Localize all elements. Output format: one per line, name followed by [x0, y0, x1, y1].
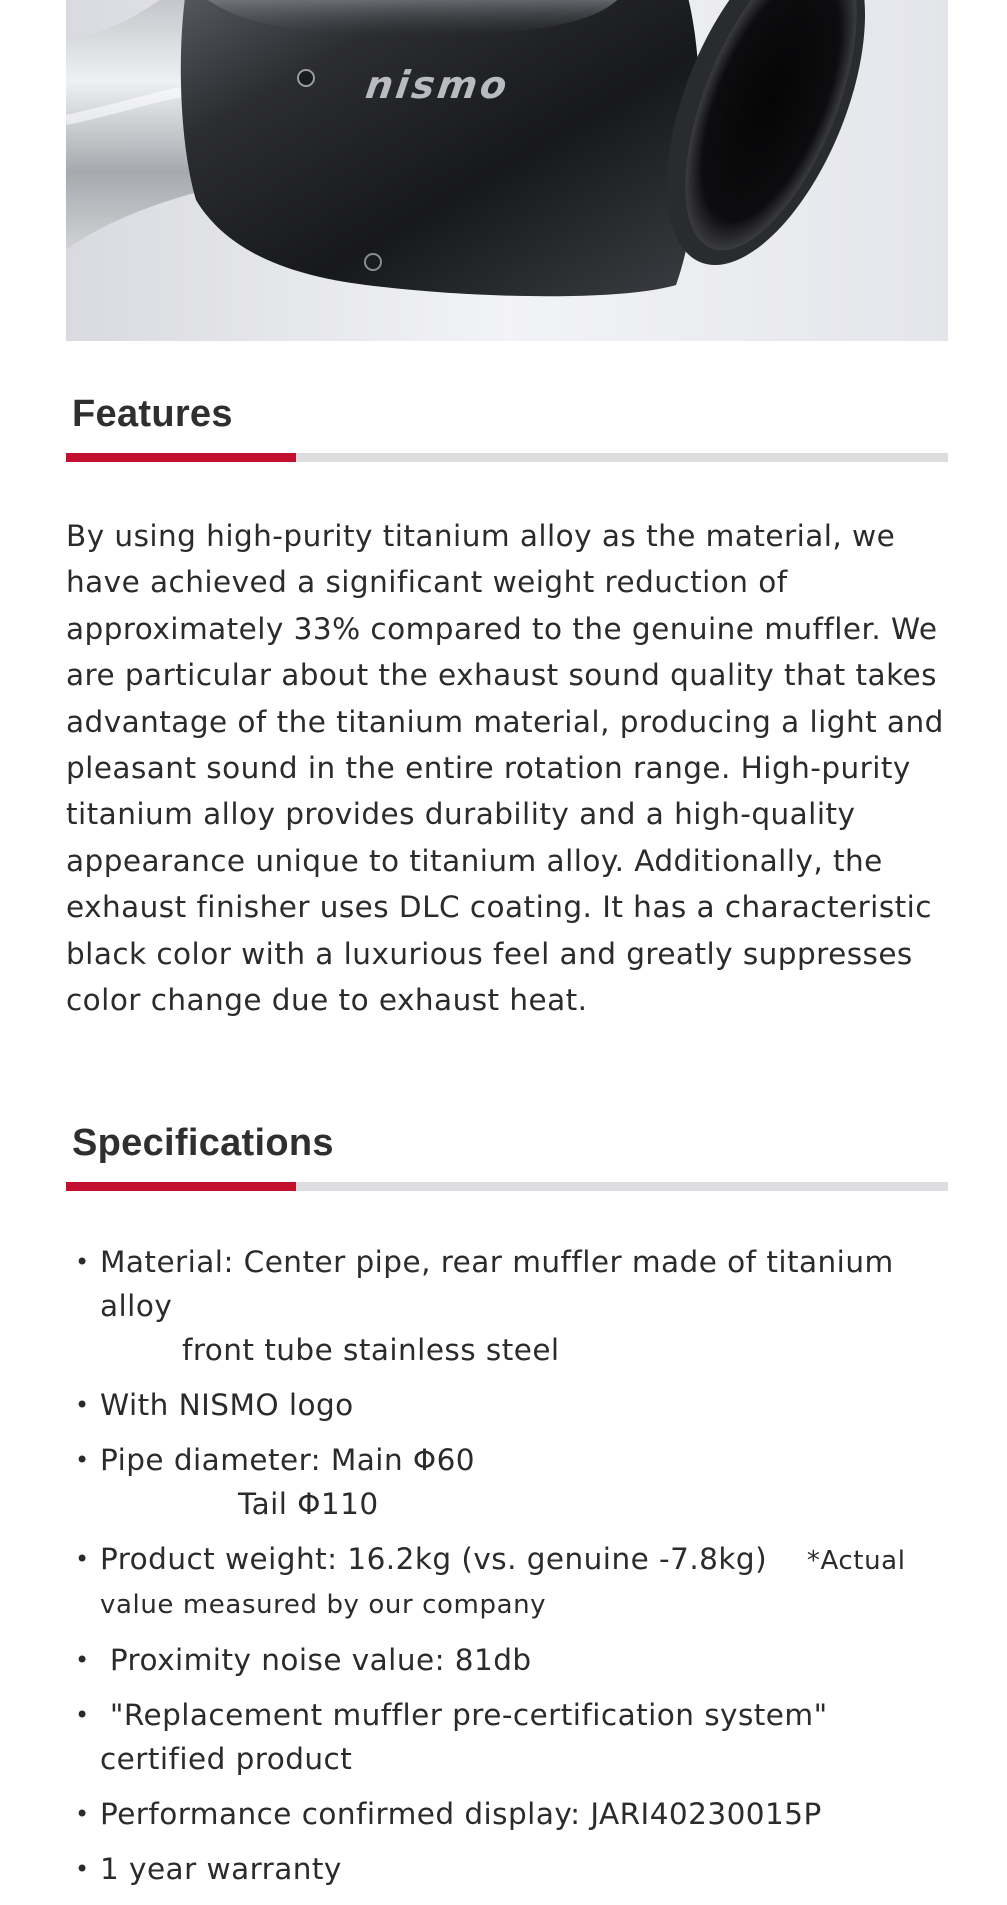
features-title: Features [72, 393, 233, 435]
spec-material-line2: front tube stainless steel [182, 1333, 560, 1367]
spec-logo [66, 1383, 948, 1427]
spec-warranty [66, 1847, 948, 1891]
spec-pipe-line1: Pipe diameter: Main Φ60 [100, 1443, 476, 1477]
spec-pipe-diameter [66, 1438, 948, 1526]
bullet-icon: • [75, 1446, 90, 1474]
spec-noise [66, 1638, 948, 1682]
specifications-list [66, 1240, 948, 1902]
bullet-icon: • [75, 1800, 90, 1828]
heading-accent-bar [66, 453, 296, 462]
spec-material [66, 1240, 948, 1372]
features-heading [66, 392, 948, 462]
specifications-title: Specifications [72, 1122, 334, 1164]
bullet-icon: • [75, 1646, 90, 1674]
spec-noise-text: Proximity noise value: 81db [100, 1643, 532, 1677]
spec-weight-note-line: value measured by our company [100, 1590, 547, 1620]
bullet-icon: • [75, 1545, 90, 1573]
heading-accent-bar [66, 1182, 296, 1191]
bullet-icon: • [75, 1248, 90, 1276]
spec-weight-text: Product weight: 16.2kg (vs. genuine -7.8kg) [100, 1542, 768, 1576]
nismo-logo: nismo [362, 64, 513, 108]
spec-logo-text: With NISMO logo [100, 1388, 354, 1422]
heading-divider [66, 1182, 948, 1191]
spec-performance [66, 1792, 948, 1836]
spec-certification [66, 1693, 948, 1781]
spec-certification-text: "Replacement muffler pre-certification system" certified product [100, 1698, 838, 1776]
features-description: By using high-purity titanium alloy as the material, we have achieved a significant weight reduction of approximately 33% compared to the genuine muffler. We are particular about the exhaust sound quality that takes advantage of the titanium material, producing a light and pleasant sound in the entire rotation range. High-purity titanium alloy provides durability and a high-quality appearance unique to titanium alloy. Additionally, the exhaust finisher uses DLC coating. It has a characteristic black color with a luxurious feel and greatly suppresses color change due to exhaust heat. [66, 519, 944, 1018]
product-image [66, 0, 948, 341]
spec-weight-note: *Actual [806, 1546, 906, 1576]
spec-pipe-line2: Tail Φ110 [238, 1487, 379, 1521]
bullet-icon: • [75, 1701, 90, 1729]
specifications-heading [66, 1121, 948, 1191]
heading-divider [66, 453, 948, 462]
spec-weight [66, 1537, 948, 1627]
bullet-icon: • [75, 1391, 90, 1419]
spec-performance-text: Performance confirmed display: JARI40230015P [100, 1797, 822, 1831]
spec-material-line1: Material: Center pipe, rear muffler made of titanium alloy [100, 1245, 894, 1323]
spec-warranty-text: 1 year warranty [100, 1852, 342, 1886]
bullet-icon: • [75, 1855, 90, 1883]
